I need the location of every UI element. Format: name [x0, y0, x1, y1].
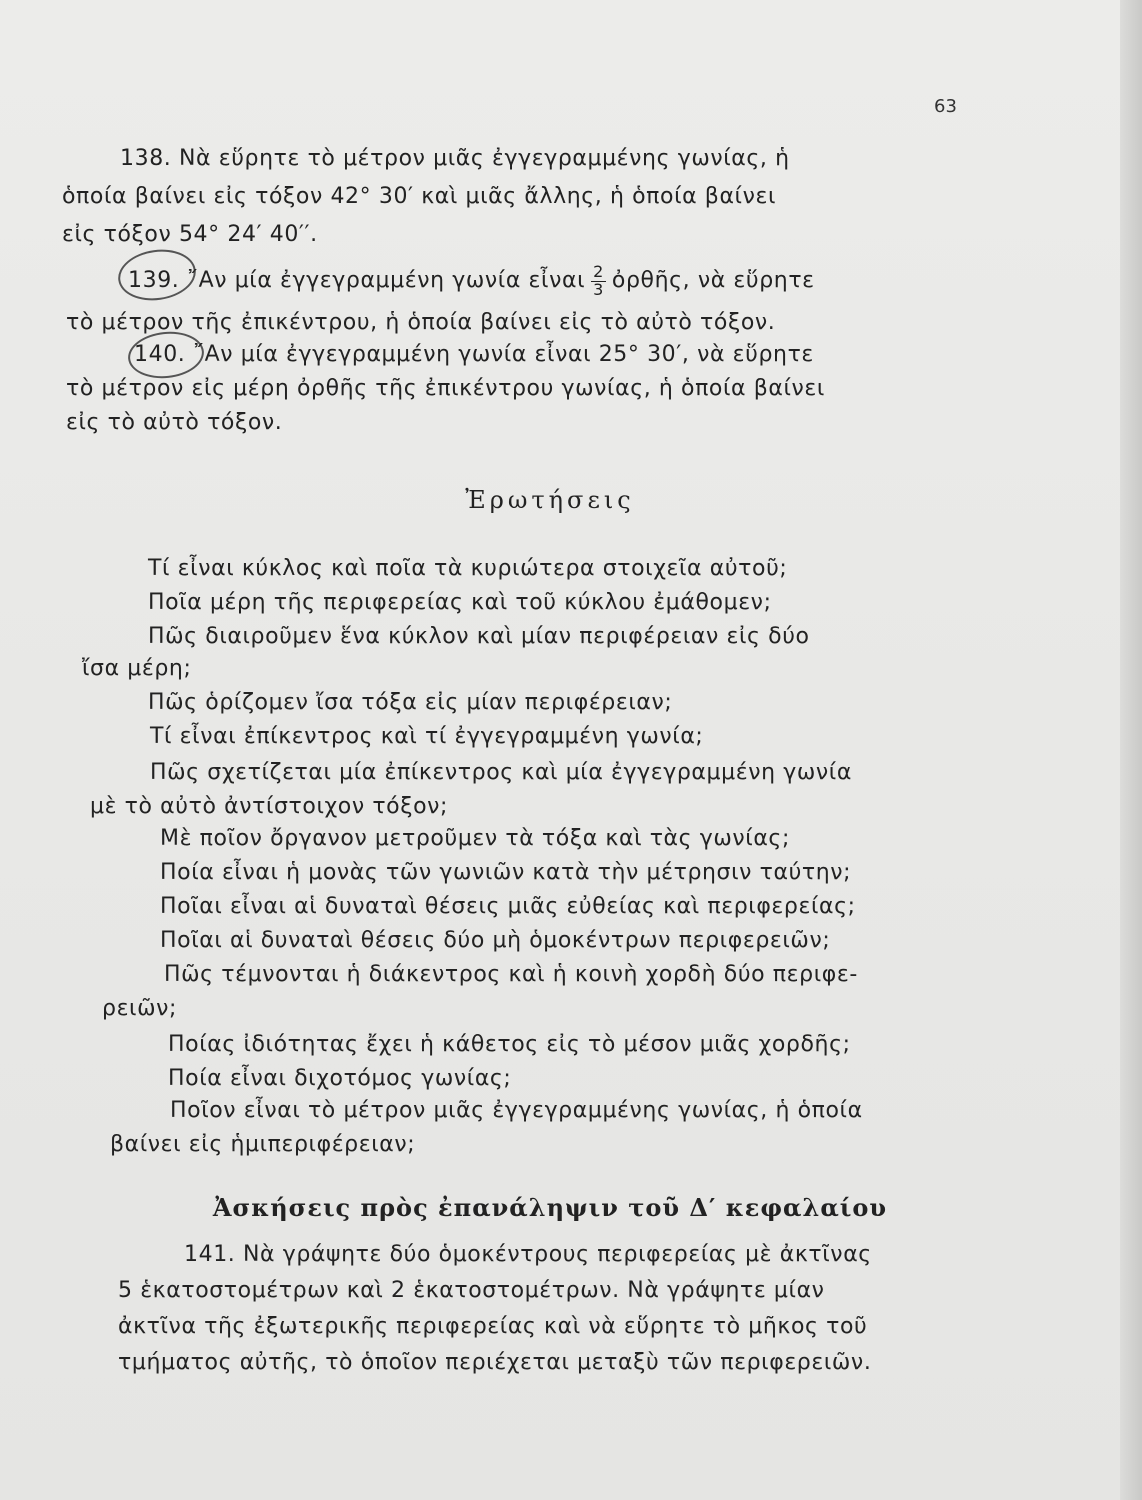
page-edge — [1120, 0, 1142, 1500]
question-line: Τί εἶναι κύκλος καὶ ποῖα τὰ κυριώτερα στοιχεῖα αὐτοῦ; — [148, 556, 788, 581]
exercise-138-line-3: εἰς τόξον 54° 24′ 40′′. — [62, 222, 318, 247]
exercise-139-text-a: 139. ῎Αν μία ἐγγεγραμμένη γωνία εἶναι — [128, 268, 586, 293]
review-heading: Ἀσκήσεις πρὸς ἐπανάληψιν τοῦ Δ′ κεφαλαίου — [212, 1193, 888, 1222]
exercise-138-line-2: ὁποία βαίνει εἰς τόξον 42° 30′ καὶ μιᾶς ἄλλης, ἡ ὁποία βαίνει — [62, 184, 777, 209]
question-line: Ποῖον εἶναι τὸ μέτρον μιᾶς ἐγγεγραμμένης γωνίας, ἡ ὁποία — [170, 1098, 863, 1123]
questions-heading: Ἐρωτήσεις — [465, 486, 635, 514]
exercise-140-line-3: εἰς τὸ αὐτὸ τόξον. — [66, 410, 283, 435]
exercise-139-text-b: ὀρθῆς, νὰ εὕρητε — [611, 268, 815, 293]
question-line: Ποῖα μέρη τῆς περιφερείας καὶ τοῦ κύκλου ἐμάθομεν; — [148, 590, 772, 615]
question-line: Ποία εἶναι διχοτόμος γωνίας; — [168, 1066, 512, 1091]
page-number: 63 — [934, 96, 957, 117]
question-line: Πῶς ὁρίζομεν ἴσα τόξα εἰς μίαν περιφέρειαν; — [148, 690, 673, 715]
exercise-141-line: τμήματος αὐτῆς, τὸ ὁποῖον περιέχεται μεταξὺ τῶν περιφερειῶν. — [118, 1350, 872, 1375]
question-line: μὲ τὸ αὐτὸ ἀντίστοιχον τόξον; — [90, 794, 449, 819]
question-line: ρειῶν; — [102, 996, 178, 1021]
exercise-140-line-1: 140. ῎Αν μία ἐγγεγραμμένη γωνία εἶναι 25° 30′, νὰ εὕρητε — [134, 342, 814, 367]
exercise-140-line-2: τὸ μέτρον εἰς μέρη ὀρθῆς τῆς ἐπικέντρου γωνίας, ἡ ὁποία βαίνει — [66, 376, 825, 401]
question-line: Ποῖαι εἶναι αἱ δυναταὶ θέσεις μιᾶς εὐθείας καὶ περιφερείας; — [160, 894, 856, 919]
question-line: Ποίας ἰδιότητας ἔχει ἡ κάθετος εἰς τὸ μέσον μιᾶς χορδῆς; — [168, 1032, 851, 1057]
question-line: ἴσα μέρη; — [82, 656, 192, 681]
exercise-141-line: 5 ἑκατοστομέτρων καὶ 2 ἑκατοστομέτρων. Νὰ γράψητε μίαν — [118, 1278, 825, 1303]
exercise-139-line-1 — [128, 264, 815, 298]
question-line: Μὲ ποῖον ὄργανον μετροῦμεν τὰ τόξα καὶ τὰς γωνίας; — [160, 826, 790, 851]
exercise-141-line: 141. Νὰ γράψητε δύο ὁμοκέντρους περιφερείας μὲ ἀκτῖνας — [184, 1242, 872, 1267]
question-line: Ποῖαι αἱ δυναταὶ θέσεις δύο μὴ ὁμοκέντρων περιφερειῶν; — [160, 928, 831, 953]
exercise-138-line-1: 138. Νὰ εὕρητε τὸ μέτρον μιᾶς ἐγγεγραμμένης γωνίας, ἡ — [120, 146, 790, 171]
exercise-141-line: ἀκτῖνα τῆς ἐξωτερικῆς περιφερείας καὶ νὰ εὕρητε τὸ μῆκος τοῦ — [118, 1314, 868, 1339]
question-line: βαίνει εἰς ἡμιπεριφέρειαν; — [110, 1132, 416, 1157]
fraction-numerator: 2 — [593, 262, 604, 281]
question-line: Πῶς σχετίζεται μία ἐπίκεντρος καὶ μία ἐγγεγραμμένη γωνία — [150, 760, 852, 785]
exercise-139-line-2: τὸ μέτρον τῆς ἐπικέντρου, ἡ ὁποία βαίνει εἰς τὸ αὐτὸ τόξον. — [66, 310, 776, 335]
question-line: Πῶς τέμνονται ἡ διάκεντρος καὶ ἡ κοινὴ χορδὴ δύο περιφε- — [164, 962, 858, 987]
question-line: Ποία εἶναι ἡ μονὰς τῶν γωνιῶν κατὰ τὴν μέτρησιν ταύτην; — [160, 860, 852, 885]
fraction-two-thirds — [591, 264, 606, 298]
question-line: Τί εἶναι ἐπίκεντρος καὶ τί ἐγγεγραμμένη γωνία; — [150, 724, 704, 749]
question-line: Πῶς διαιροῦμεν ἕνα κύκλον καὶ μίαν περιφέρειαν εἰς δύο — [148, 624, 810, 649]
fraction-denominator: 3 — [593, 280, 604, 299]
